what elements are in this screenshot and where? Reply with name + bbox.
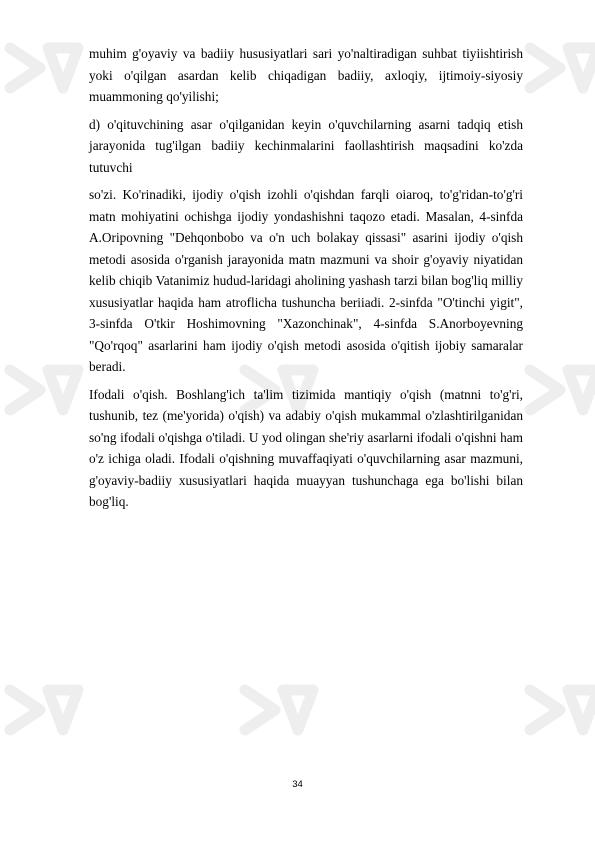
watermark-logo-mid-right — [530, 370, 595, 410]
paragraph-4: Ifodali o'qish. Boshlang'ich ta'lim tizimida mantiqiy o'qish (matnni to'g'ri, tushunib, tez (me'yorida) o'qish) va adabiy o'qish mukammal o'zlashtirilganidan so'ng ifodali o'qishga o'tiladi. U yod olingan she'riy asarlarni ifodali o'qishni ham o'z ichiga oladi. Ifodali o'qishning muvaffaqiyati o'quvchilarning asar mazmuni, g'oyaviy-badiiy xususiyatlari haqida muayyan tushunchaga ega bo'lishi bilan bog'liq. — [89, 386, 523, 509]
paragraph-3: so'zi. Ko'rinadiki, ijodiy o'qish izohli o'qishdan farqli oiaroq, to'g'ridan-to'g'ri matn mohiyatini ochishga ijodiy yondashishni taqozo etadi. Masalan, 4-sinfda A.Oripovning "Dehqonbobo va o'n uch bolakay qissasi" asarini ijodiy o'qish metodi asosida o'rganish jarayonida matn mazmuni va shoir g'oyaviy niyatidan kelib chiqib Vatanimiz hudud-laridagi aholining yashash tarzi bilan bog'liq milliy xususiyatlar haqida ham atroflicha tushuncha beriiadi. 2-sinfda "O'tinchi yigit", 3-sinfda O'tkir Hoshimovning "Xazonchinak", 4-sinfda S.Anorboyevning "Qo'rqoq" asarlarini ham ijodiy o'qish metodi asosida o'qitish ijobiy samaralar beradi. — [89, 187, 523, 374]
page-number: 34 — [292, 779, 303, 790]
watermark-logo-bottom-left — [10, 690, 78, 730]
watermark-logo-bottom-center — [245, 690, 313, 730]
watermark-logo-mid-left — [10, 370, 78, 410]
paragraph-1: muhim g'oyaviy va badiiy hususiyatlari sari yo'naltiradigan suhbat tiyiishtirish yoki o'qilgan asardan kelib chiqadigan badiiy, axloqiy, ijtimoiy-siyosiy muammoning qo'yilishi; — [89, 46, 523, 104]
document-body — [89, 43, 523, 519]
watermark-logo-bottom-right — [530, 690, 595, 730]
paragraph-2: d) o'qituvchining asar o'qilganidan keyin o'quvchilarning asarni tadqiq etish jarayonida tug'ilgan badiiy kechinmalarini faollashtirish maqsadini ko'zda tutuvchi — [89, 116, 523, 175]
watermark-logo-top-left — [10, 48, 78, 88]
watermark-logo-top-right — [530, 48, 595, 88]
